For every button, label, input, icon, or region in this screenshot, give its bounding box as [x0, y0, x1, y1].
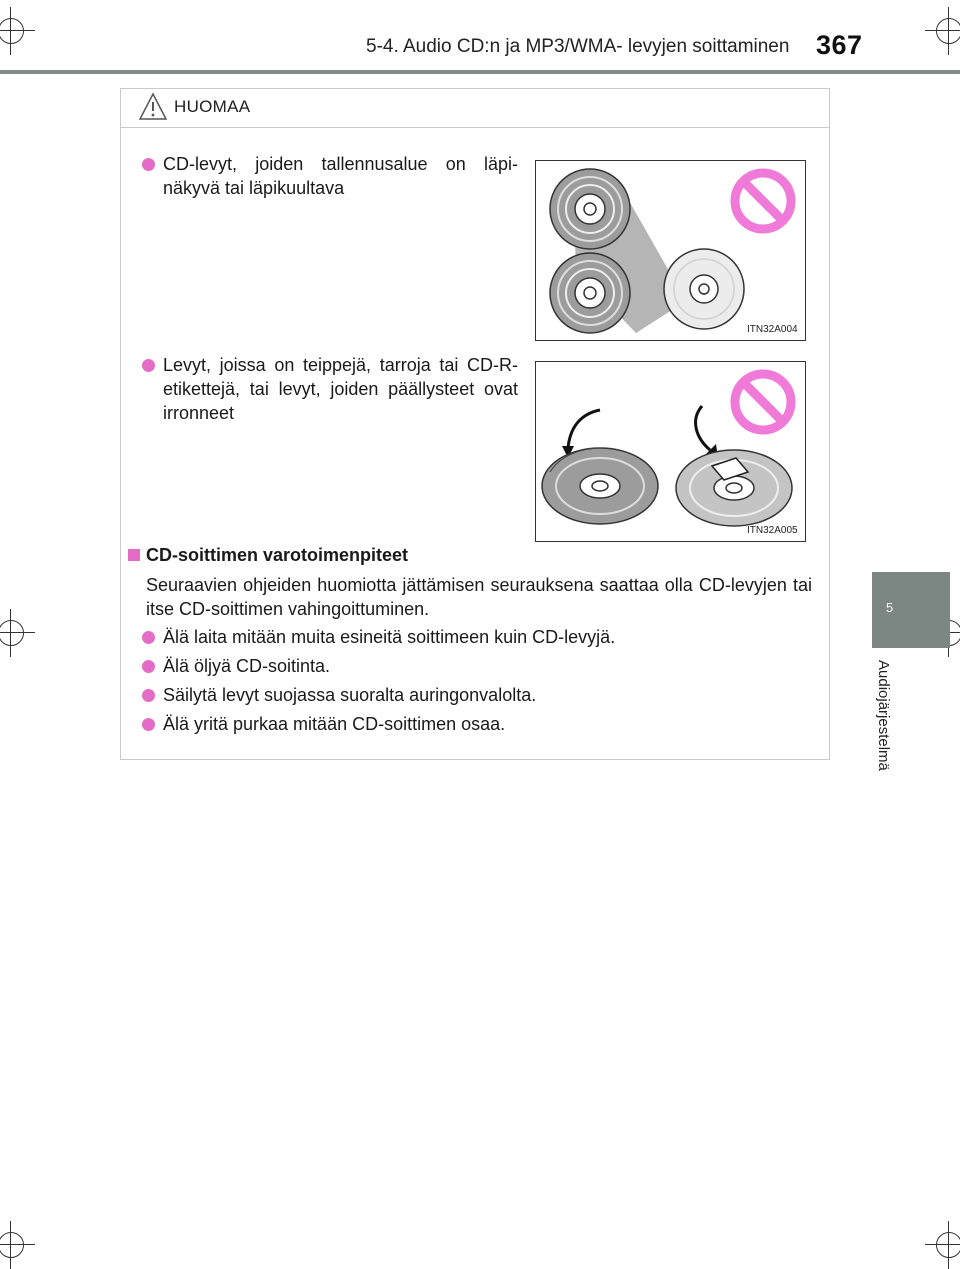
figure-code: ITN32A005 — [747, 525, 798, 536]
crop-mark-icon — [936, 18, 960, 44]
curved-arrow-icon — [696, 406, 718, 458]
bullet-icon — [142, 689, 155, 702]
cd-disc-icon — [550, 253, 630, 333]
chapter-number: 5 — [886, 600, 894, 615]
caution-item-text: CD-levyt, joiden tallennusalue on läpi-näkyvä tai läpikuultava — [163, 154, 518, 198]
list-item: Älä öljyä CD-soitinta. — [163, 656, 331, 676]
prohibited-icon — [735, 374, 791, 430]
bullet-icon — [142, 359, 155, 372]
figure-code: ITN32A004 — [747, 324, 798, 335]
crop-mark-icon — [0, 18, 24, 44]
caution-item-text: Levyt, joissa on teippejä, tarroja tai CD-R-etikettejä, tai levyt, joiden päällysteet ovat irronneet — [163, 355, 518, 423]
list-item: Älä yritä purkaa mitään CD-soittimen osaa. — [163, 714, 506, 734]
list-item: Älä laita mitään muita esineitä soittimeen kuin CD-levyjä. — [163, 627, 616, 647]
chapter-tab — [872, 572, 950, 648]
crop-mark-icon — [0, 1232, 24, 1258]
crop-mark-icon — [0, 620, 24, 646]
section-square-icon — [128, 549, 140, 561]
section-title: CD-soittimen varotoimenpiteet — [146, 545, 409, 565]
chapter-side-label: Audiojärjestelmä — [875, 660, 892, 771]
bullet-icon — [142, 631, 155, 644]
cd-disc-icon — [664, 249, 744, 329]
cd-disc-icon — [676, 450, 792, 526]
figure-taped-discs — [535, 361, 806, 542]
bullet-icon — [142, 718, 155, 731]
cd-disc-icon — [550, 169, 630, 249]
bullet-icon — [142, 158, 155, 171]
caution-label: HUOMAA — [174, 97, 251, 116]
list-item: Säilytä levyt suojassa suoralta auringonvalolta. — [163, 685, 537, 705]
figure-transparent-discs — [535, 160, 806, 341]
prohibited-icon — [735, 173, 791, 229]
page-number: 367 — [816, 30, 863, 60]
section-header-title: 5-4. Audio CD:n ja MP3/WMA- levyjen soittaminen — [366, 36, 790, 57]
warning-triangle-icon — [138, 92, 168, 122]
header-divider — [0, 70, 960, 74]
section-intro: Seuraavien ohjeiden huomiotta jättämisen seurauksena saattaa olla CD-levyjen tai itse CD-soittimen vahingoittuminen. — [146, 575, 812, 619]
crop-mark-icon — [936, 1232, 960, 1258]
bullet-icon — [142, 660, 155, 673]
cd-disc-icon — [542, 448, 658, 524]
